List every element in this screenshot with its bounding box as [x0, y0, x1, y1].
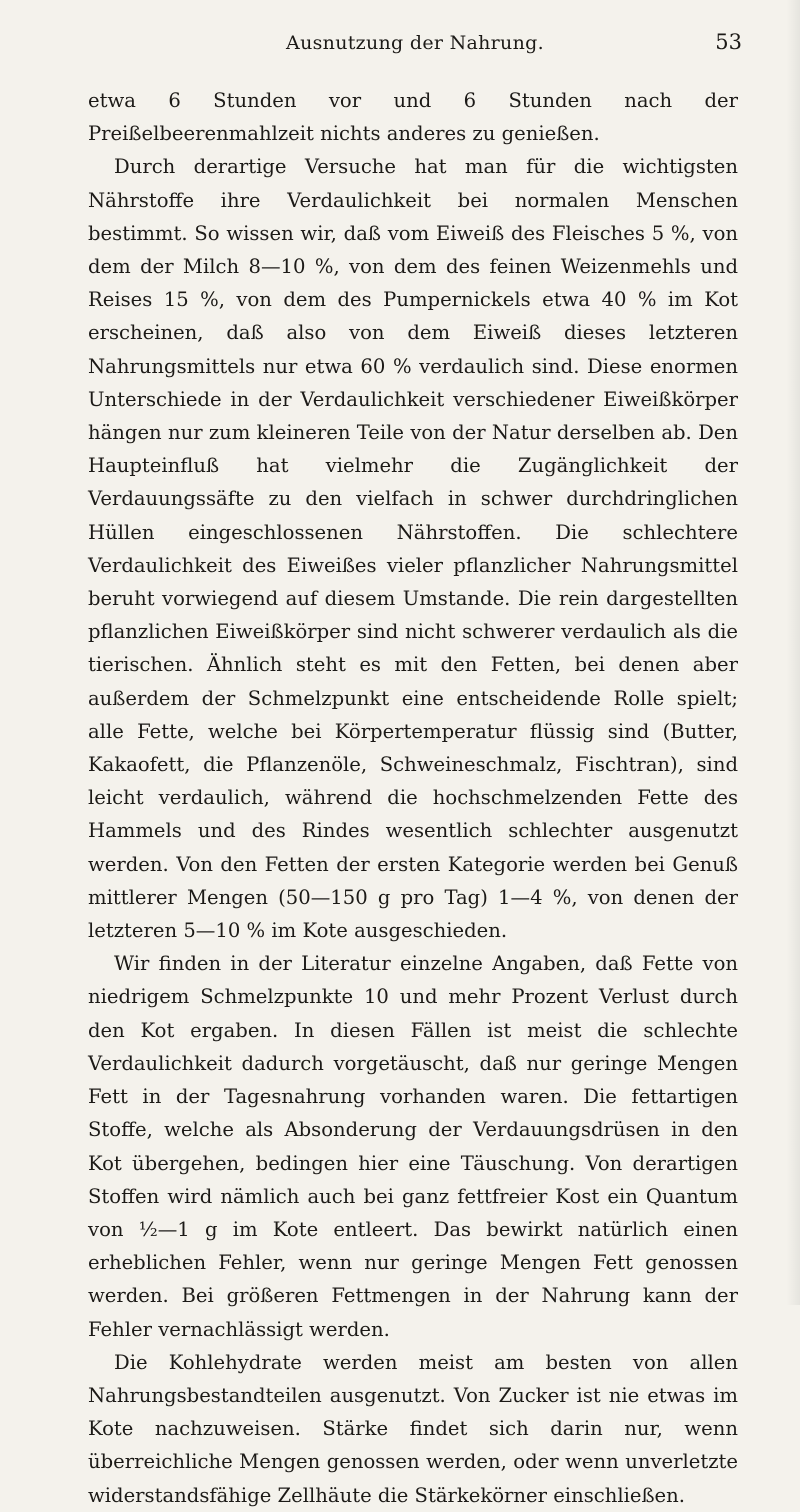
page-number: 53 [715, 30, 742, 54]
page-header [88, 22, 742, 62]
paragraph-fat-literature: Wir finden in der Literatur einzelne Angaben, daß Fette von niedrigem Schmelzpunkte 10 und mehr Prozent Verlust durch den Kot ergaben. In diesen Fällen ist meist die schlechte Verdaulichkeit dadurch vorgetäuscht, daß nur geringe Mengen Fett in der Tagesnahrung vorhanden waren. Die fettartigen Stoffe, welche als Absonderung der Verdauungsdrüsen in den Kot übergehen, bedingen hier eine Täuschung. Von derartigen Stoffen wird nämlich auch bei ganz fettfreier Kost ein Quantum von ½—1 g im Kote entleert. Das bewirkt natürlich einen erheblichen Fehler, wenn nur geringe Mengen Fett genossen werden. Bei größeren Fettmengen in der Nahrung kann der Fehler vernachlässigt werden. [88, 952, 738, 1341]
paragraph-carbohydrates: Die Kohlehydrate werden meist am besten von allen Nahrungsbestandteilen ausgenutzt. Von Zucker ist nie etwas im Kote nachzuweisen. Stärke findet sich darin nur, wenn überreichliche Mengen genossen werden, oder wenn unverletzte widerstandsfähige Zellhäute die Stärkekörner einschließen. [88, 1350, 738, 1507]
body-text [88, 84, 738, 1512]
page-edge-shadow [786, 0, 800, 1305]
running-title: Ausnutzung der Nahrung. [286, 32, 544, 54]
paragraph-digestibility: Durch derartige Versuche hat man für die wichtigsten Nährstoffe ihre Verdaulichkeit bei normalen Menschen bestimmt. So wissen wir, daß vom Eiweiß des Fleisches 5 %, von dem der Milch 8—10 %, von dem des feinen Weizenmehls und Reises 15 %, von dem des Pumpernickels etwa 40 % im Kot erscheinen, daß also von dem Eiweiß dieses letzteren Nahrungsmittels nur etwa 60 % verdaulich sind. Diese enormen Unterschiede in der Verdaulichkeit verschiedener Eiweißkörper hängen nur zum kleineren Teile von der Natur derselben ab. Den Haupteinfluß hat vielmehr die Zugänglichkeit der Verdauungssäfte zu den vielfach in schwer durchdringlichen Hüllen eingeschlossenen Nährstoffen. Die schlechtere Verdaulichkeit des Eiweißes vieler pflanzlicher Nahrungsmittel beruht vorwiegend auf diesem Umstande. Die rein dargestellten pflanzlichen Eiweißkörper sind nicht schwerer verdaulich als die tierischen. Ähnlich steht es mit den Fetten, bei denen aber außerdem der Schmelzpunkt eine entscheidende Rolle spielt; alle Fette, welche bei Körpertemperatur flüssig sind (Butter, Kakaofett, die Pflanzenöle, Schweineschmalz, Fischtran), sind leicht verdaulich, während die hochschmelzenden Fette des Hammels und des Rindes wesentlich schlechter ausgenutzt werden. Von den Fetten der ersten Kategorie werden bei Genuß mittlerer Mengen (50—150 g pro Tag) 1—4 %, von denen der letzteren 5—10 % im Kote ausgeschieden. [88, 155, 738, 943]
paragraph-continuation: etwa 6 Stunden vor und 6 Stunden nach der Preißelbeerenmahlzeit nichts anderes zu genießen. [88, 89, 738, 146]
